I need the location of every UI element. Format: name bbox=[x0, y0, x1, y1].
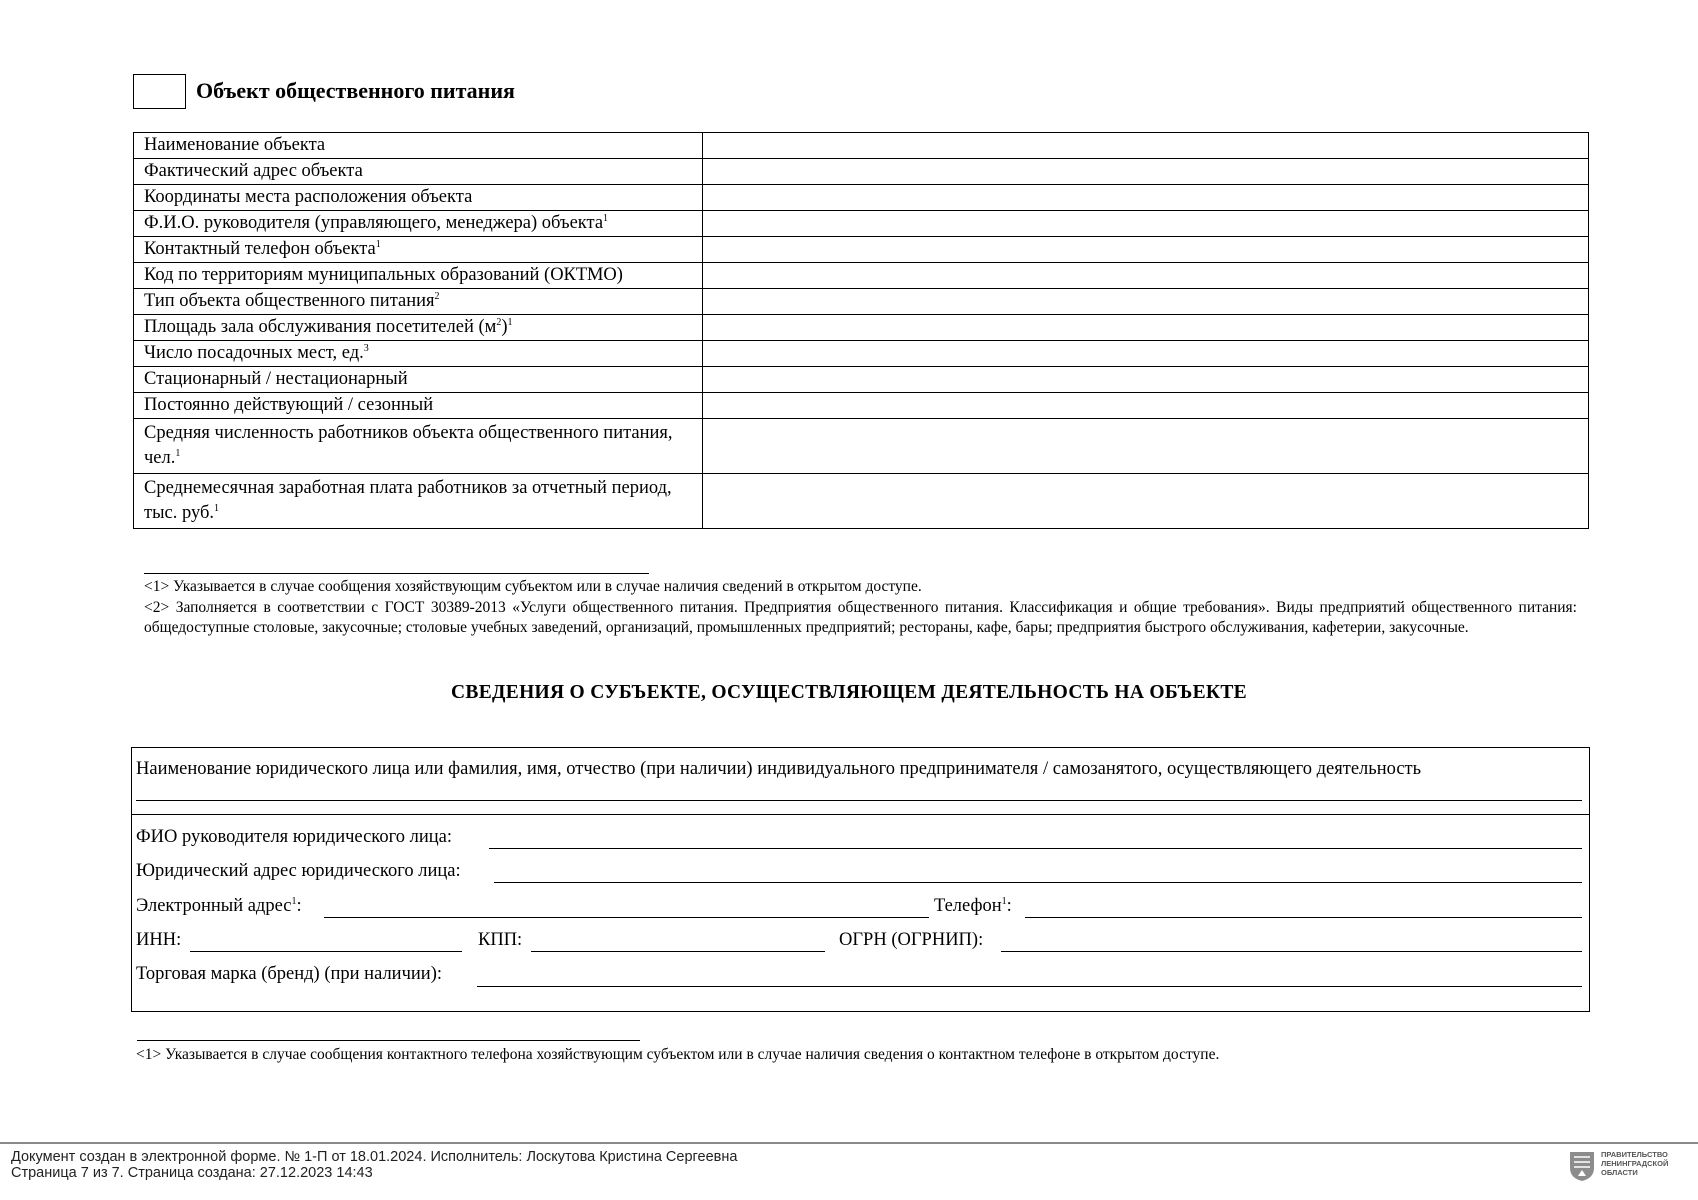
divider bbox=[132, 814, 1589, 815]
footnote-ref: 1 bbox=[603, 212, 609, 224]
row-value-field[interactable] bbox=[702, 315, 1588, 341]
object-checkbox[interactable] bbox=[133, 74, 186, 109]
row-value-field[interactable] bbox=[702, 159, 1588, 185]
row-label: Тип объекта общественного питания$^2$ bbox=[134, 289, 703, 315]
table-row bbox=[134, 367, 1589, 393]
row-label: Наименование объекта bbox=[134, 133, 703, 159]
footnote-phone: <1> Указывается в случае сообщения контактного телефона хозяйствующим субъектом или в случае наличия сведения о контактном телефоне в открытом доступе. bbox=[136, 1046, 1220, 1063]
subject-info-box bbox=[131, 747, 1590, 1012]
table-row bbox=[134, 159, 1589, 185]
coat-of-arms-icon bbox=[1569, 1150, 1595, 1182]
object-header bbox=[133, 72, 515, 110]
row-value-field[interactable] bbox=[702, 289, 1588, 315]
row-value-field[interactable] bbox=[702, 133, 1588, 159]
row-label: Контактный телефон объекта$^1$ bbox=[134, 237, 703, 263]
footer-divider bbox=[0, 1142, 1698, 1144]
footnote-2: <2> Заполняется в соответствии с ГОСТ 30389-2013 «Услуги общественного питания. Предприятия общественного питания. Классификация и общие требования». Виды предприятий общественного питания: общедоступные столовые, закусочные; столовые учебных заведений, организаций, промышленных предприятий; рестораны, кафе, бары; предприятия быстрого обслуживания, кафетерии, закусочные. bbox=[144, 598, 1577, 636]
row-label: Стационарный / нестационарный bbox=[134, 367, 703, 393]
row-value-field[interactable] bbox=[702, 367, 1588, 393]
row-label: Координаты места расположения объекта bbox=[134, 185, 703, 211]
table-row bbox=[134, 263, 1589, 289]
kpp-input[interactable] bbox=[531, 951, 825, 952]
email-input[interactable] bbox=[324, 917, 929, 918]
table-row bbox=[134, 474, 1589, 529]
footnote-ref: 3 bbox=[363, 342, 369, 354]
object-info-table bbox=[133, 132, 1589, 529]
row-label: Код по территориям муниципальных образований (ОКТМО) bbox=[134, 263, 703, 289]
table-row bbox=[134, 393, 1589, 419]
unit-exponent: 2 bbox=[496, 316, 502, 328]
inn-input[interactable] bbox=[190, 951, 462, 952]
page-footer bbox=[11, 1149, 737, 1181]
row-label: Площадь зала обслуживания посетителей $(м^2)^1$ bbox=[134, 315, 703, 341]
table-row bbox=[134, 133, 1589, 159]
row-value-field[interactable] bbox=[702, 263, 1588, 289]
ogrn-label: ОГРН (ОГРНИП): bbox=[839, 930, 984, 950]
table-row bbox=[134, 289, 1589, 315]
footnote-ref: 1 bbox=[1001, 895, 1007, 907]
row-value-field[interactable] bbox=[702, 211, 1588, 237]
row-value-field[interactable] bbox=[702, 474, 1588, 529]
footnote-1: <1> Указывается в случае сообщения хозяйствующим субъектом или в случае наличия сведений в открытом доступе. bbox=[144, 578, 922, 595]
brand-input[interactable] bbox=[477, 986, 1582, 987]
subject-name-label: Наименование юридического лица или фамилия, имя, отчество (при наличии) индивидуального предпринимателя / самозанятого, осуществляющего деятельность bbox=[136, 759, 1422, 779]
head-input[interactable] bbox=[489, 848, 1582, 849]
subject-section-title: СВЕДЕНИЯ О СУБЪЕКТЕ, ОСУЩЕСТВЛЯЮЩЕМ ДЕЯТЕЛЬНОСТЬ НА ОБЪЕКТЕ bbox=[451, 682, 1247, 703]
table-row bbox=[134, 341, 1589, 367]
legal-address-input[interactable] bbox=[494, 882, 1582, 883]
table-row bbox=[134, 419, 1589, 474]
phone-input[interactable] bbox=[1025, 917, 1582, 918]
row-value-field[interactable] bbox=[702, 341, 1588, 367]
object-section-title: Объект общественного питания bbox=[196, 78, 515, 103]
row-value-field[interactable] bbox=[702, 237, 1588, 263]
email-label: Электронный адрес$^1$: bbox=[136, 895, 302, 916]
footnote-rule bbox=[144, 573, 649, 574]
row-label: Число посадочных мест, ед.$^3$ bbox=[134, 341, 703, 367]
footnote-ref: 1 bbox=[291, 895, 297, 907]
table-row bbox=[134, 211, 1589, 237]
kpp-label: КПП: bbox=[478, 930, 523, 950]
row-label: Фактический адрес объекта bbox=[134, 159, 703, 185]
footnote-ref: 1 bbox=[375, 238, 381, 250]
table-row bbox=[134, 237, 1589, 263]
footnote-ref: 2 bbox=[434, 290, 440, 302]
head-label: ФИО руководителя юридического лица: bbox=[136, 827, 452, 847]
brand-label: Торговая марка (бренд) (при наличии): bbox=[136, 964, 442, 984]
table-row bbox=[134, 315, 1589, 341]
row-label: Постоянно действующий / сезонный bbox=[134, 393, 703, 419]
table-row bbox=[134, 185, 1589, 211]
row-value-field[interactable] bbox=[702, 393, 1588, 419]
inn-label: ИНН: bbox=[136, 930, 182, 950]
row-label: Ф.И.О. руководителя (управляющего, менеджера) объекта$^1$ bbox=[134, 211, 703, 237]
phone-label: Телефон$^1$: bbox=[934, 895, 1012, 916]
footnotes-block bbox=[144, 577, 1577, 639]
legal-address-label: Юридический адрес юридического лица: bbox=[136, 861, 461, 881]
footnote-ref: 1 bbox=[175, 447, 181, 459]
footer-document-info: Документ создан в электронной форме. № 1-П от 18.01.2024. Исполнитель: Лоскутова Кристина Сергеевна bbox=[11, 1149, 738, 1165]
row-label: Среднемесячная заработная плата работников за отчетный период, тыс. руб.$^1$ bbox=[134, 474, 703, 529]
footnote-ref: 1 bbox=[214, 502, 220, 514]
row-label: Средняя численность работников объекта общественного питания, чел.$^1$ bbox=[134, 419, 703, 474]
subject-name-input[interactable] bbox=[136, 800, 1582, 801]
footnote-ref: 1 bbox=[507, 316, 513, 328]
government-logo bbox=[1569, 1150, 1681, 1182]
row-value-field[interactable] bbox=[702, 185, 1588, 211]
footnote-rule bbox=[137, 1040, 640, 1041]
row-value-field[interactable] bbox=[702, 419, 1588, 474]
logo-text: ПРАВИТЕЛЬСТВО ЛЕНИНГРАДСКОЙ ОБЛАСТИ bbox=[1601, 1150, 1669, 1177]
footer-page-info: Страница 7 из 7. Страница создана: 27.12.2023 14:43 bbox=[11, 1165, 373, 1181]
ogrn-input[interactable] bbox=[1001, 951, 1582, 952]
